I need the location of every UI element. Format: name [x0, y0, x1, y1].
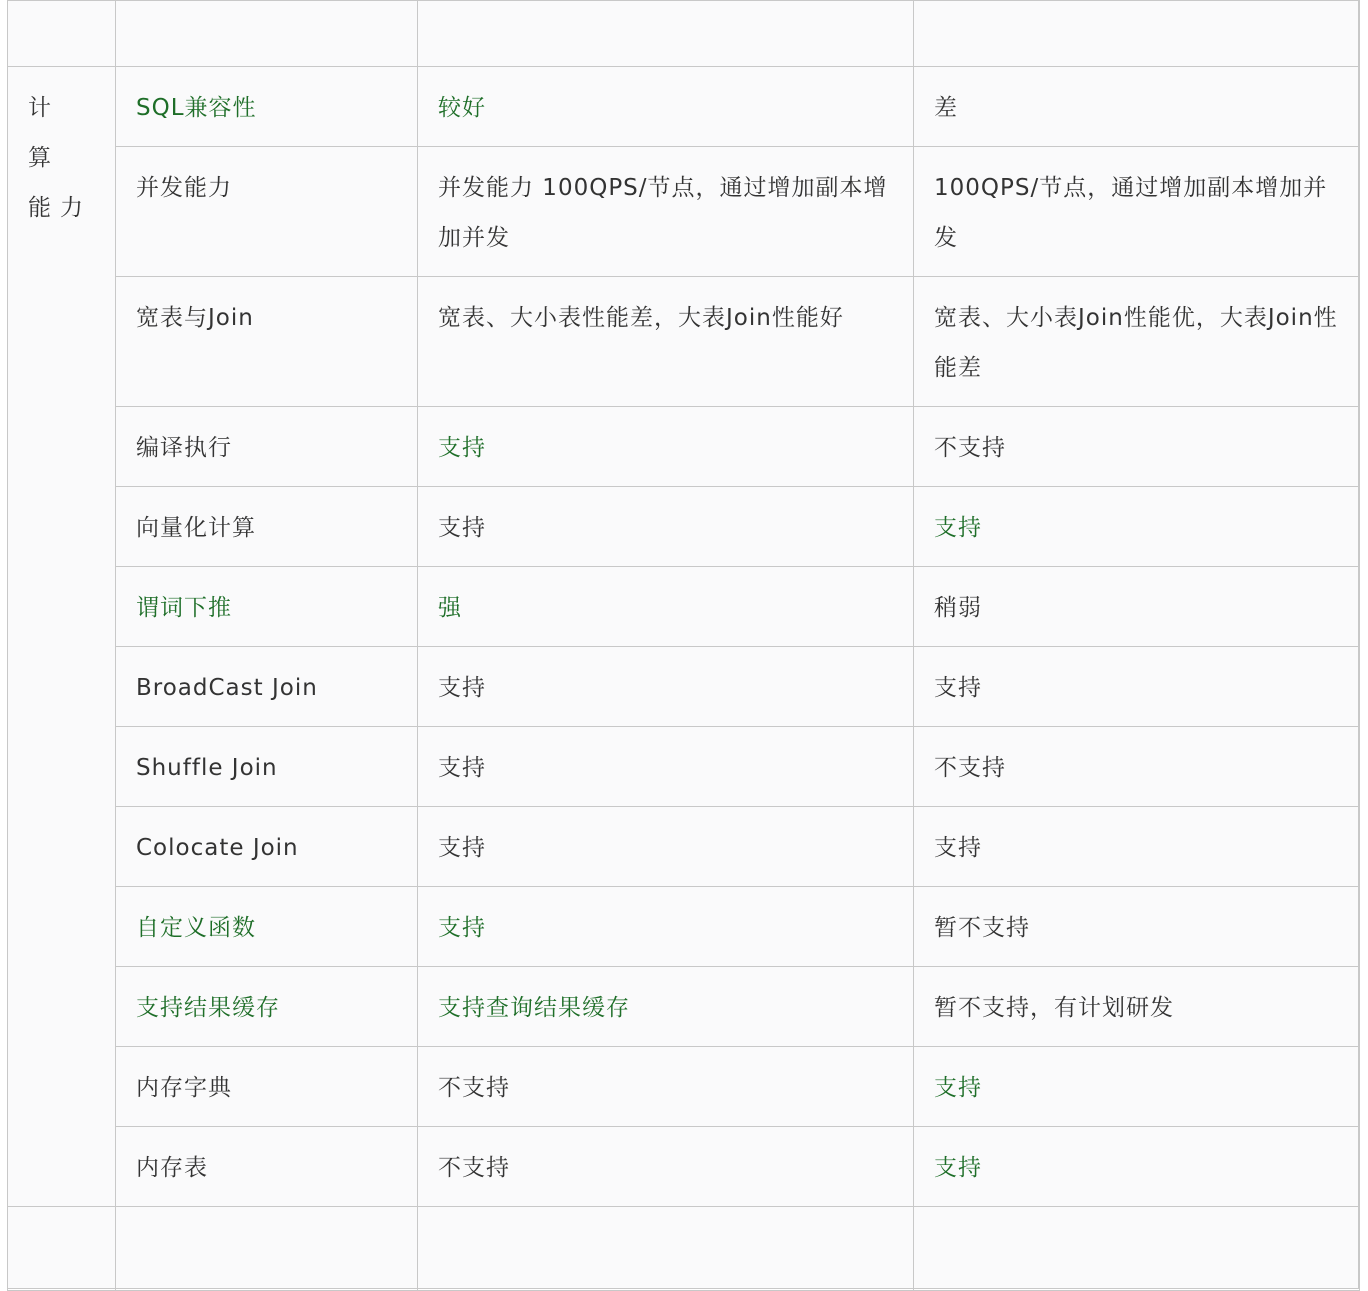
feature-cell: 编译执行	[116, 407, 418, 487]
table-cell	[8, 1, 116, 67]
feature-cell: 谓词下推	[116, 567, 418, 647]
table-cell	[418, 1, 914, 67]
table-row	[8, 727, 1360, 807]
table-row	[8, 647, 1360, 727]
value-cell-a: 支持	[418, 407, 914, 487]
value-cell-a: 支持	[418, 727, 914, 807]
table-cell	[8, 1207, 116, 1291]
feature-cell: BroadCast Join	[116, 647, 418, 727]
comparison-table	[7, 0, 1360, 1291]
value-cell-a: 不支持	[418, 1047, 914, 1127]
table-row	[8, 807, 1360, 887]
table-row	[8, 1047, 1360, 1127]
value-cell-a: 支持	[418, 647, 914, 727]
table-row	[8, 147, 1360, 277]
value-cell-b: 暂不支持	[914, 887, 1360, 967]
feature-cell: 支持结果缓存	[116, 967, 418, 1047]
table-cell	[914, 1207, 1360, 1291]
feature-cell: Colocate Join	[116, 807, 418, 887]
value-cell-a: 支持	[418, 807, 914, 887]
feature-cell: 自定义函数	[116, 887, 418, 967]
value-cell-b: 支持	[914, 487, 1360, 567]
table-cell	[914, 1, 1360, 67]
table-row	[8, 67, 1360, 147]
feature-cell: 内存表	[116, 1127, 418, 1207]
value-cell-a: 并发能力 100QPS/节点，通过增加副本增加并发	[418, 147, 914, 277]
feature-cell: SQL兼容性	[116, 67, 418, 147]
feature-cell: 向量化计算	[116, 487, 418, 567]
table-row	[8, 487, 1360, 567]
table-cell	[418, 1207, 914, 1291]
feature-cell: Shuffle Join	[116, 727, 418, 807]
table-cell	[116, 1207, 418, 1291]
value-cell-a: 支持查询结果缓存	[418, 967, 914, 1047]
value-cell-b: 支持	[914, 1047, 1360, 1127]
feature-cell: 内存字典	[116, 1047, 418, 1127]
value-cell-a: 较好	[418, 67, 914, 147]
value-cell-b: 不支持	[914, 407, 1360, 487]
table-row	[8, 567, 1360, 647]
table-row	[8, 887, 1360, 967]
value-cell-a: 宽表、大小表性能差，大表Join性能好	[418, 277, 914, 407]
value-cell-b: 支持	[914, 807, 1360, 887]
category-cell: 计 算 能力	[8, 67, 116, 1207]
value-cell-b: 差	[914, 67, 1360, 147]
table-row	[8, 407, 1360, 487]
table-row	[8, 1127, 1360, 1207]
feature-cell: 宽表与Join	[116, 277, 418, 407]
value-cell-b: 不支持	[914, 727, 1360, 807]
value-cell-b: 宽表、大小表Join性能优，大表Join性能差	[914, 277, 1360, 407]
value-cell-b: 暂不支持，有计划研发	[914, 967, 1360, 1047]
table-row	[8, 967, 1360, 1047]
value-cell-b: 支持	[914, 1127, 1360, 1207]
table-row-empty-top	[8, 1, 1360, 67]
value-cell-b: 100QPS/节点，通过增加副本增加并发	[914, 147, 1360, 277]
table-row-empty-bottom	[8, 1207, 1360, 1291]
value-cell-b: 稍弱	[914, 567, 1360, 647]
value-cell-a: 不支持	[418, 1127, 914, 1207]
table-cell	[116, 1, 418, 67]
value-cell-a: 强	[418, 567, 914, 647]
table-row	[8, 277, 1360, 407]
feature-cell: 并发能力	[116, 147, 418, 277]
value-cell-b: 支持	[914, 647, 1360, 727]
value-cell-a: 支持	[418, 487, 914, 567]
value-cell-a: 支持	[418, 887, 914, 967]
